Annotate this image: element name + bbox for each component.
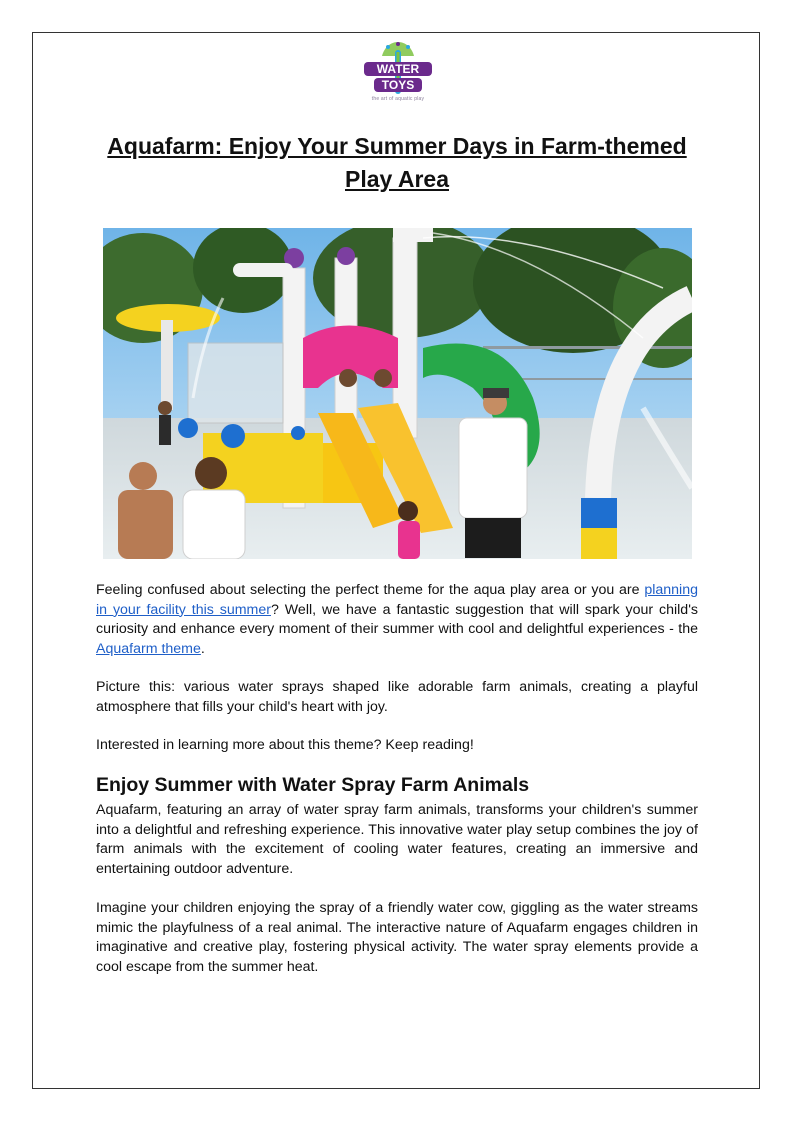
picture-this-paragraph: Picture this: various water sprays shaped like adorable farm animals, creating a playful atmosphere that fills your child's heart with joy.: [96, 679, 698, 715]
water-cow-paragraph: Imagine your children enjoying the spray of a friendly water cow, giggling as the water streams mimic the playfulness of a real animal. The interactive nature of Aquafarm engages children in imaginative and creative play, fostering physical activity. The water spray elements provide a cool escape from the summer heat.: [96, 900, 698, 975]
keep-reading-paragraph: Interested in learning more about this theme? Keep reading!: [96, 737, 474, 753]
section-heading: Enjoy Summer with Water Spray Farm Animals: [96, 774, 530, 796]
logo-tagline: the art of aquatic play: [371, 96, 425, 102]
hero-image: [103, 228, 692, 559]
aquafarm-theme-link[interactable]: Aquafarm theme: [96, 640, 201, 657]
logo-brand-bottom: TOYS: [381, 78, 415, 92]
page-title: Aquafarm: Enjoy Your Summer Days in Farm-themed Play Area: [107, 133, 687, 192]
intro-paragraph: Feeling confused about selecting the perfect theme for the aqua play area or you are planning in your facility this summer? Well, we have a fantastic suggestion that will spark your child's curiosity and enhance every moment of their summer with cool and delightful experiences - the Aquafarm theme.: [96, 582, 698, 657]
logo-brand-top: WATER: [376, 62, 420, 76]
planning-facility-link[interactable]: planning in your facility this summer: [96, 582, 698, 618]
aquafarm-features-paragraph: Aquafarm, featuring an array of water spray farm animals, transforms your children's summer into a delightful and refreshing experience. This innovative water play setup combines the joy of farm animals with the excitement of cooling water features, creating an immersive and entertaining outdoor adventure.: [96, 802, 698, 877]
